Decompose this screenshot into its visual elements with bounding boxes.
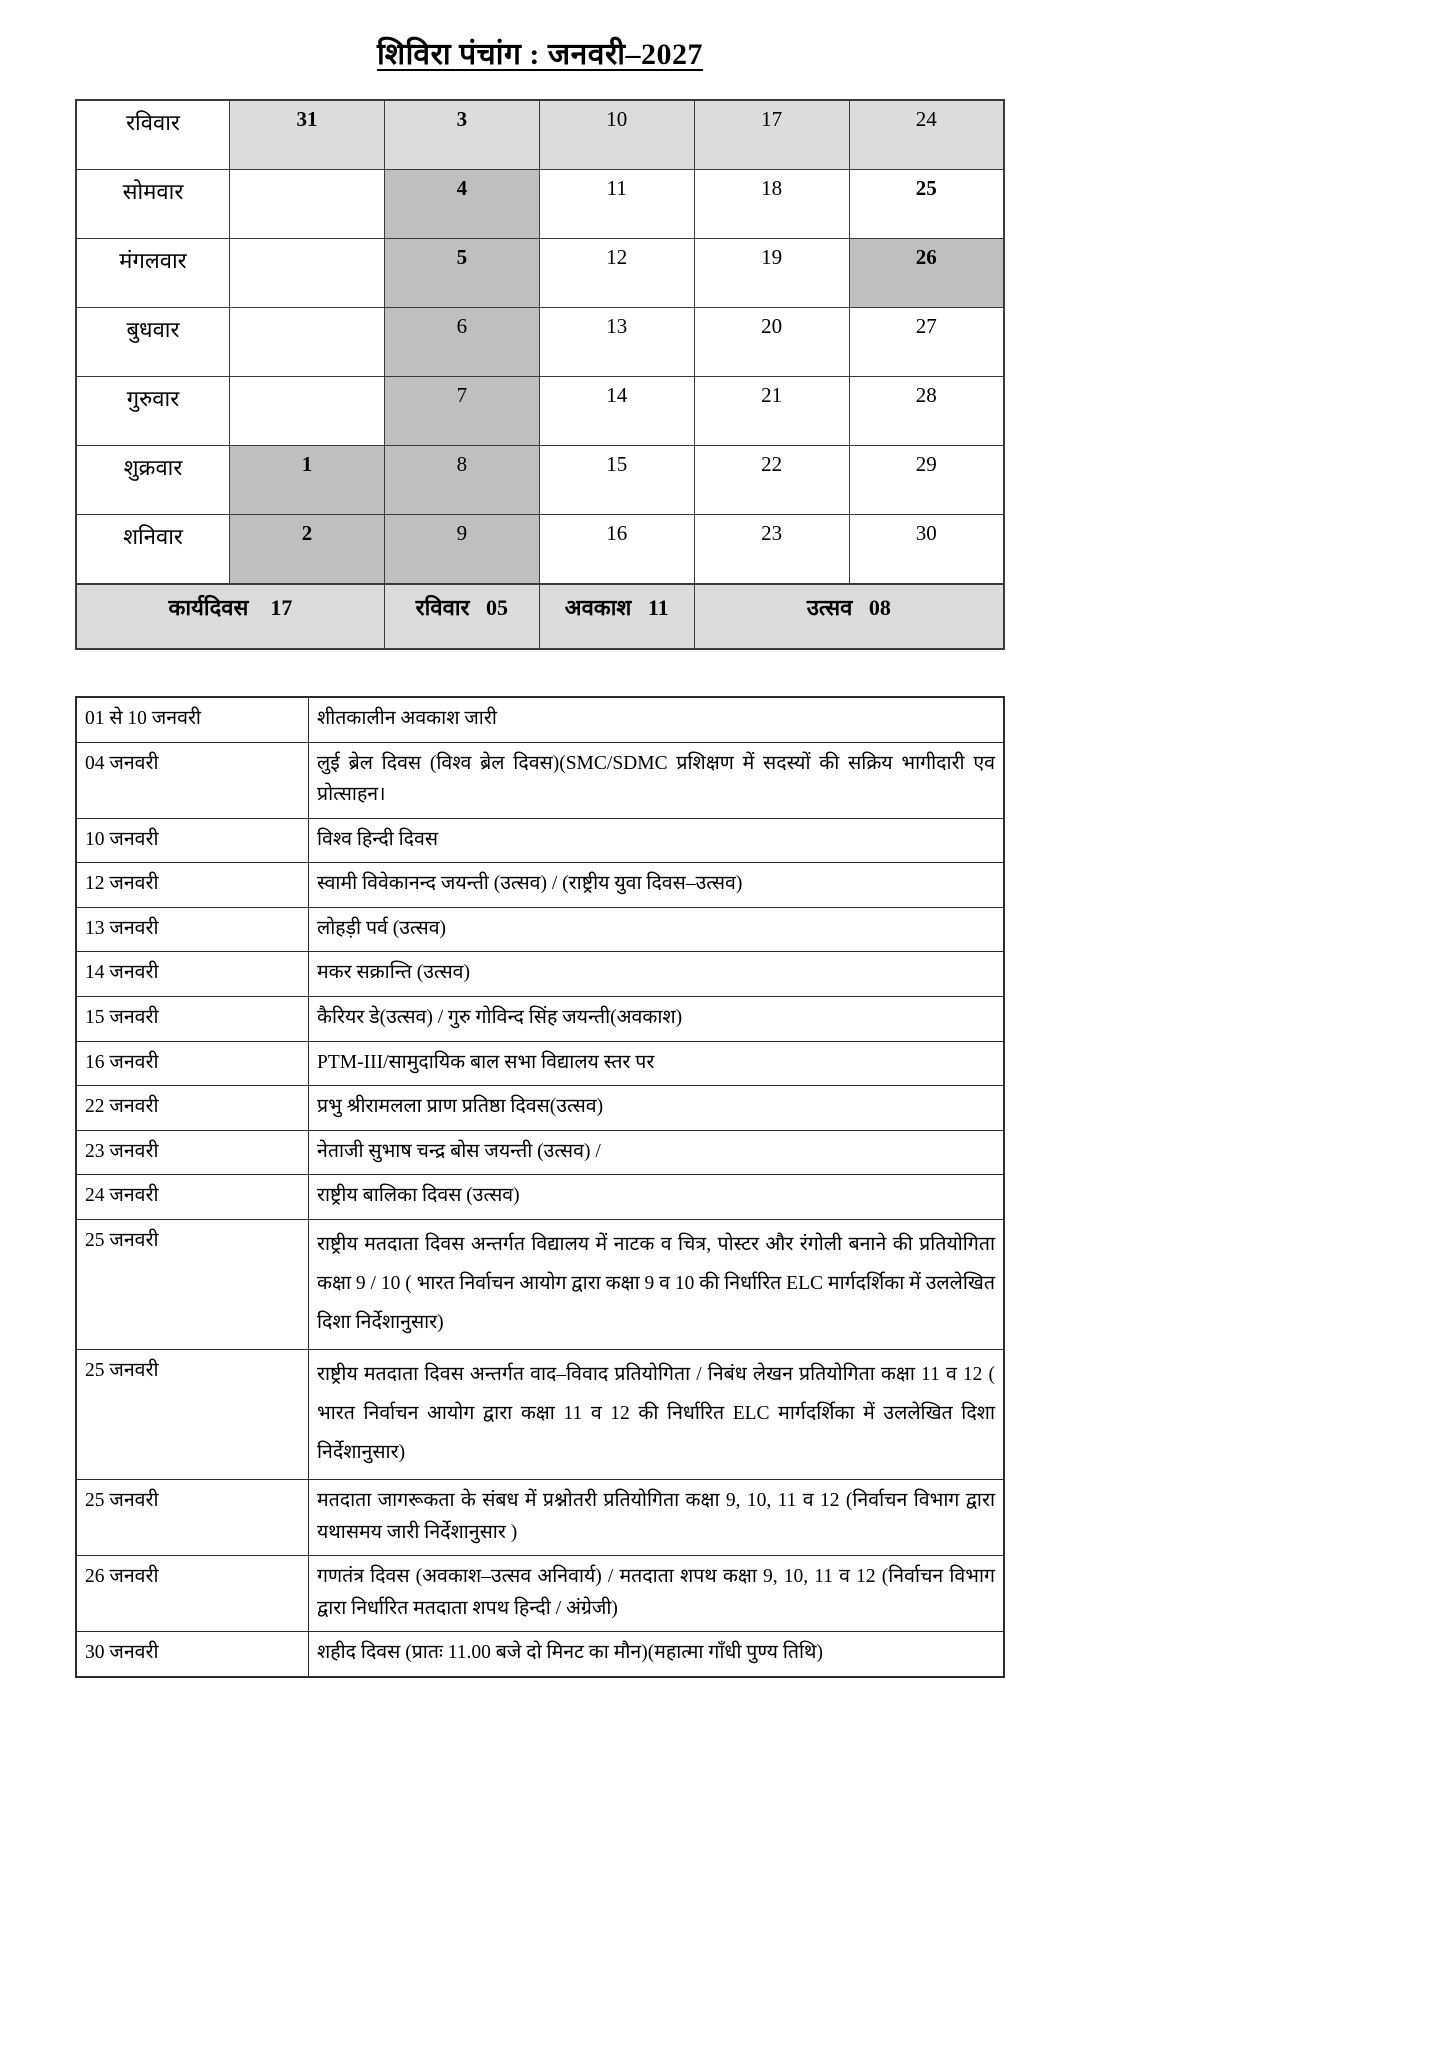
event-date: 30 जनवरी (76, 1632, 309, 1677)
date-cell: 31 (230, 100, 385, 170)
summary-festivals (694, 584, 1004, 649)
event-row (76, 1556, 1004, 1632)
events-table (75, 696, 1005, 1678)
date-cell: 22 (694, 446, 849, 515)
event-date: 04 जनवरी (76, 742, 309, 818)
date-cell: 1 (230, 446, 385, 515)
calendar-row-friday (76, 446, 1004, 515)
summary-workdays-label: कार्यदिवस (168, 595, 249, 620)
event-row (76, 1479, 1004, 1555)
summary-workdays-value: 17 (270, 595, 293, 620)
date-cell: 13 (539, 308, 694, 377)
event-description: विश्व हिन्दी दिवस (309, 818, 1005, 863)
event-description: मकर सक्रान्ति (उत्सव) (309, 952, 1005, 997)
weekday-label-saturday: शनिवार (76, 515, 230, 585)
date-cell: 23 (694, 515, 849, 585)
event-row (76, 697, 1004, 742)
event-description: लोहड़ी पर्व (उत्सव) (309, 907, 1005, 952)
summary-holidays-label: अवकाश (564, 595, 632, 620)
event-row (76, 818, 1004, 863)
event-date: 26 जनवरी (76, 1556, 309, 1632)
event-row (76, 1219, 1004, 1349)
summary-sundays (384, 584, 539, 649)
date-cell (230, 377, 385, 446)
calendar-row-wednesday (76, 308, 1004, 377)
event-row (76, 1041, 1004, 1086)
event-description: लुई ब्रेल दिवस (विश्व ब्रेल दिवस)(SMC/SDMC प्रशिक्षण में सदस्यों की सक्रिय भागीदारी एव प्रोत्साहन। (309, 742, 1005, 818)
event-description: गणतंत्र दिवस (अवकाश–उत्सव अनिवार्य) / मतदाता शपथ कक्षा 9, 10, 11 व 12 (निर्वाचन विभाग द्वारा निर्धारित मतदाता शपथ हिन्दी / अंग्रेजी) (309, 1556, 1005, 1632)
event-description: शहीद दिवस (प्रातः 11.00 बजे दो मिनट का मौन)(महात्मा गाँधी पुण्य तिथि) (309, 1632, 1005, 1677)
event-description: PTM-III/सामुदायिक बाल सभा विद्यालय स्तर पर (309, 1041, 1005, 1086)
event-description: कैरियर डे(उत्सव) / गुरु गोविन्द सिंह जयन्ती(अवकाश) (309, 997, 1005, 1042)
event-date: 10 जनवरी (76, 818, 309, 863)
summary-festivals-label: उत्सव (806, 595, 853, 620)
date-cell: 12 (539, 239, 694, 308)
summary-sundays-label: रविवार (415, 595, 470, 620)
date-cell: 7 (384, 377, 539, 446)
event-row (76, 1632, 1004, 1677)
date-cell: 16 (539, 515, 694, 585)
event-date: 13 जनवरी (76, 907, 309, 952)
event-row (76, 997, 1004, 1042)
date-cell: 30 (849, 515, 1004, 585)
date-cell: 24 (849, 100, 1004, 170)
page-title-text: शिविरा पंचांग : जनवरी–2027 (376, 38, 704, 71)
date-cell: 9 (384, 515, 539, 585)
event-date: 14 जनवरी (76, 952, 309, 997)
summary-holidays-value: 11 (647, 595, 669, 620)
calendar-body (76, 100, 1004, 649)
date-cell: 19 (694, 239, 849, 308)
weekday-label-monday: सोमवार (76, 170, 230, 239)
event-row (76, 907, 1004, 952)
date-cell (230, 170, 385, 239)
event-date: 22 जनवरी (76, 1086, 309, 1131)
date-cell: 5 (384, 239, 539, 308)
date-cell: 26 (849, 239, 1004, 308)
event-date: 25 जनवरी (76, 1479, 309, 1555)
date-cell: 8 (384, 446, 539, 515)
event-description: स्वामी विवेकानन्द जयन्ती (उत्सव) / (राष्ट्रीय युवा दिवस–उत्सव) (309, 863, 1005, 908)
date-cell: 29 (849, 446, 1004, 515)
date-cell: 15 (539, 446, 694, 515)
page-title (0, 0, 1080, 99)
event-row (76, 952, 1004, 997)
date-cell: 20 (694, 308, 849, 377)
date-cell: 18 (694, 170, 849, 239)
calendar-row-monday (76, 170, 1004, 239)
date-cell: 11 (539, 170, 694, 239)
weekday-label-friday: शुक्रवार (76, 446, 230, 515)
summary-festivals-value: 08 (868, 595, 891, 620)
date-cell: 27 (849, 308, 1004, 377)
event-date: 15 जनवरी (76, 997, 309, 1042)
weekday-label-tuesday: मंगलवार (76, 239, 230, 308)
summary-holidays (539, 584, 694, 649)
calendar-summary-row (76, 584, 1004, 649)
event-description: शीतकालीन अवकाश जारी (309, 697, 1005, 742)
calendar-row-tuesday (76, 239, 1004, 308)
date-cell: 10 (539, 100, 694, 170)
calendar-row-thursday (76, 377, 1004, 446)
calendar-section (0, 99, 1080, 650)
summary-sundays-value: 05 (486, 595, 509, 620)
event-description: राष्ट्रीय मतदाता दिवस अन्तर्गत वाद–विवाद प्रतियोगिता / निबंध लेखन प्रतियोगिता कक्षा 11 व 12 ( भारत निर्वाचन आयोग द्वारा कक्षा 11 व 12 की निर्धारित ELC मार्गदर्शिका में उललेखित दिशा निर्देशानुसार) (309, 1349, 1005, 1479)
event-date: 25 जनवरी (76, 1219, 309, 1349)
event-description: राष्ट्रीय बालिका दिवस (उत्सव) (309, 1175, 1005, 1220)
weekday-label-thursday: गुरुवार (76, 377, 230, 446)
event-description: नेताजी सुभाष चन्द्र बोस जयन्ती (उत्सव) / (309, 1130, 1005, 1175)
summary-workdays (76, 584, 384, 649)
date-cell: 2 (230, 515, 385, 585)
event-description: राष्ट्रीय मतदाता दिवस अन्तर्गत विद्यालय में नाटक व चित्र, पोस्टर और रंगोली बनाने की प्रतियोगिता कक्षा 9 / 10 ( भारत निर्वाचन आयोग द्वारा कक्षा 9 व 10 की निर्धारित ELC मार्गदर्शिका में उललेखित दिशा निर्देशानुसार) (309, 1219, 1005, 1349)
weekday-label-wednesday: बुधवार (76, 308, 230, 377)
event-date: 16 जनवरी (76, 1041, 309, 1086)
event-date: 12 जनवरी (76, 863, 309, 908)
event-row (76, 863, 1004, 908)
event-row (76, 1175, 1004, 1220)
date-cell: 28 (849, 377, 1004, 446)
date-cell (230, 308, 385, 377)
event-description: मतदाता जागरूकता के संबध में प्रश्नोतरी प्रतियोगिता कक्षा 9, 10, 11 व 12 (निर्वाचन विभाग द्वारा यथासमय जारी निर्देशानुसार ) (309, 1479, 1005, 1555)
event-date: 24 जनवरी (76, 1175, 309, 1220)
date-cell: 14 (539, 377, 694, 446)
date-cell: 4 (384, 170, 539, 239)
date-cell (230, 239, 385, 308)
event-date: 25 जनवरी (76, 1349, 309, 1479)
event-date: 01 से 10 जनवरी (76, 697, 309, 742)
events-section (0, 650, 1080, 1708)
date-cell: 6 (384, 308, 539, 377)
calendar-table (75, 99, 1005, 650)
event-row (76, 1349, 1004, 1479)
calendar-row-sunday (76, 100, 1004, 170)
weekday-label-sunday: रविवार (76, 100, 230, 170)
events-body (76, 697, 1004, 1677)
event-date: 23 जनवरी (76, 1130, 309, 1175)
event-description: प्रभु श्रीरामलला प्राण प्रतिष्ठा दिवस(उत्सव) (309, 1086, 1005, 1131)
date-cell: 25 (849, 170, 1004, 239)
event-row (76, 742, 1004, 818)
event-row (76, 1130, 1004, 1175)
date-cell: 21 (694, 377, 849, 446)
date-cell: 17 (694, 100, 849, 170)
date-cell: 3 (384, 100, 539, 170)
calendar-row-saturday (76, 515, 1004, 585)
event-row (76, 1086, 1004, 1131)
